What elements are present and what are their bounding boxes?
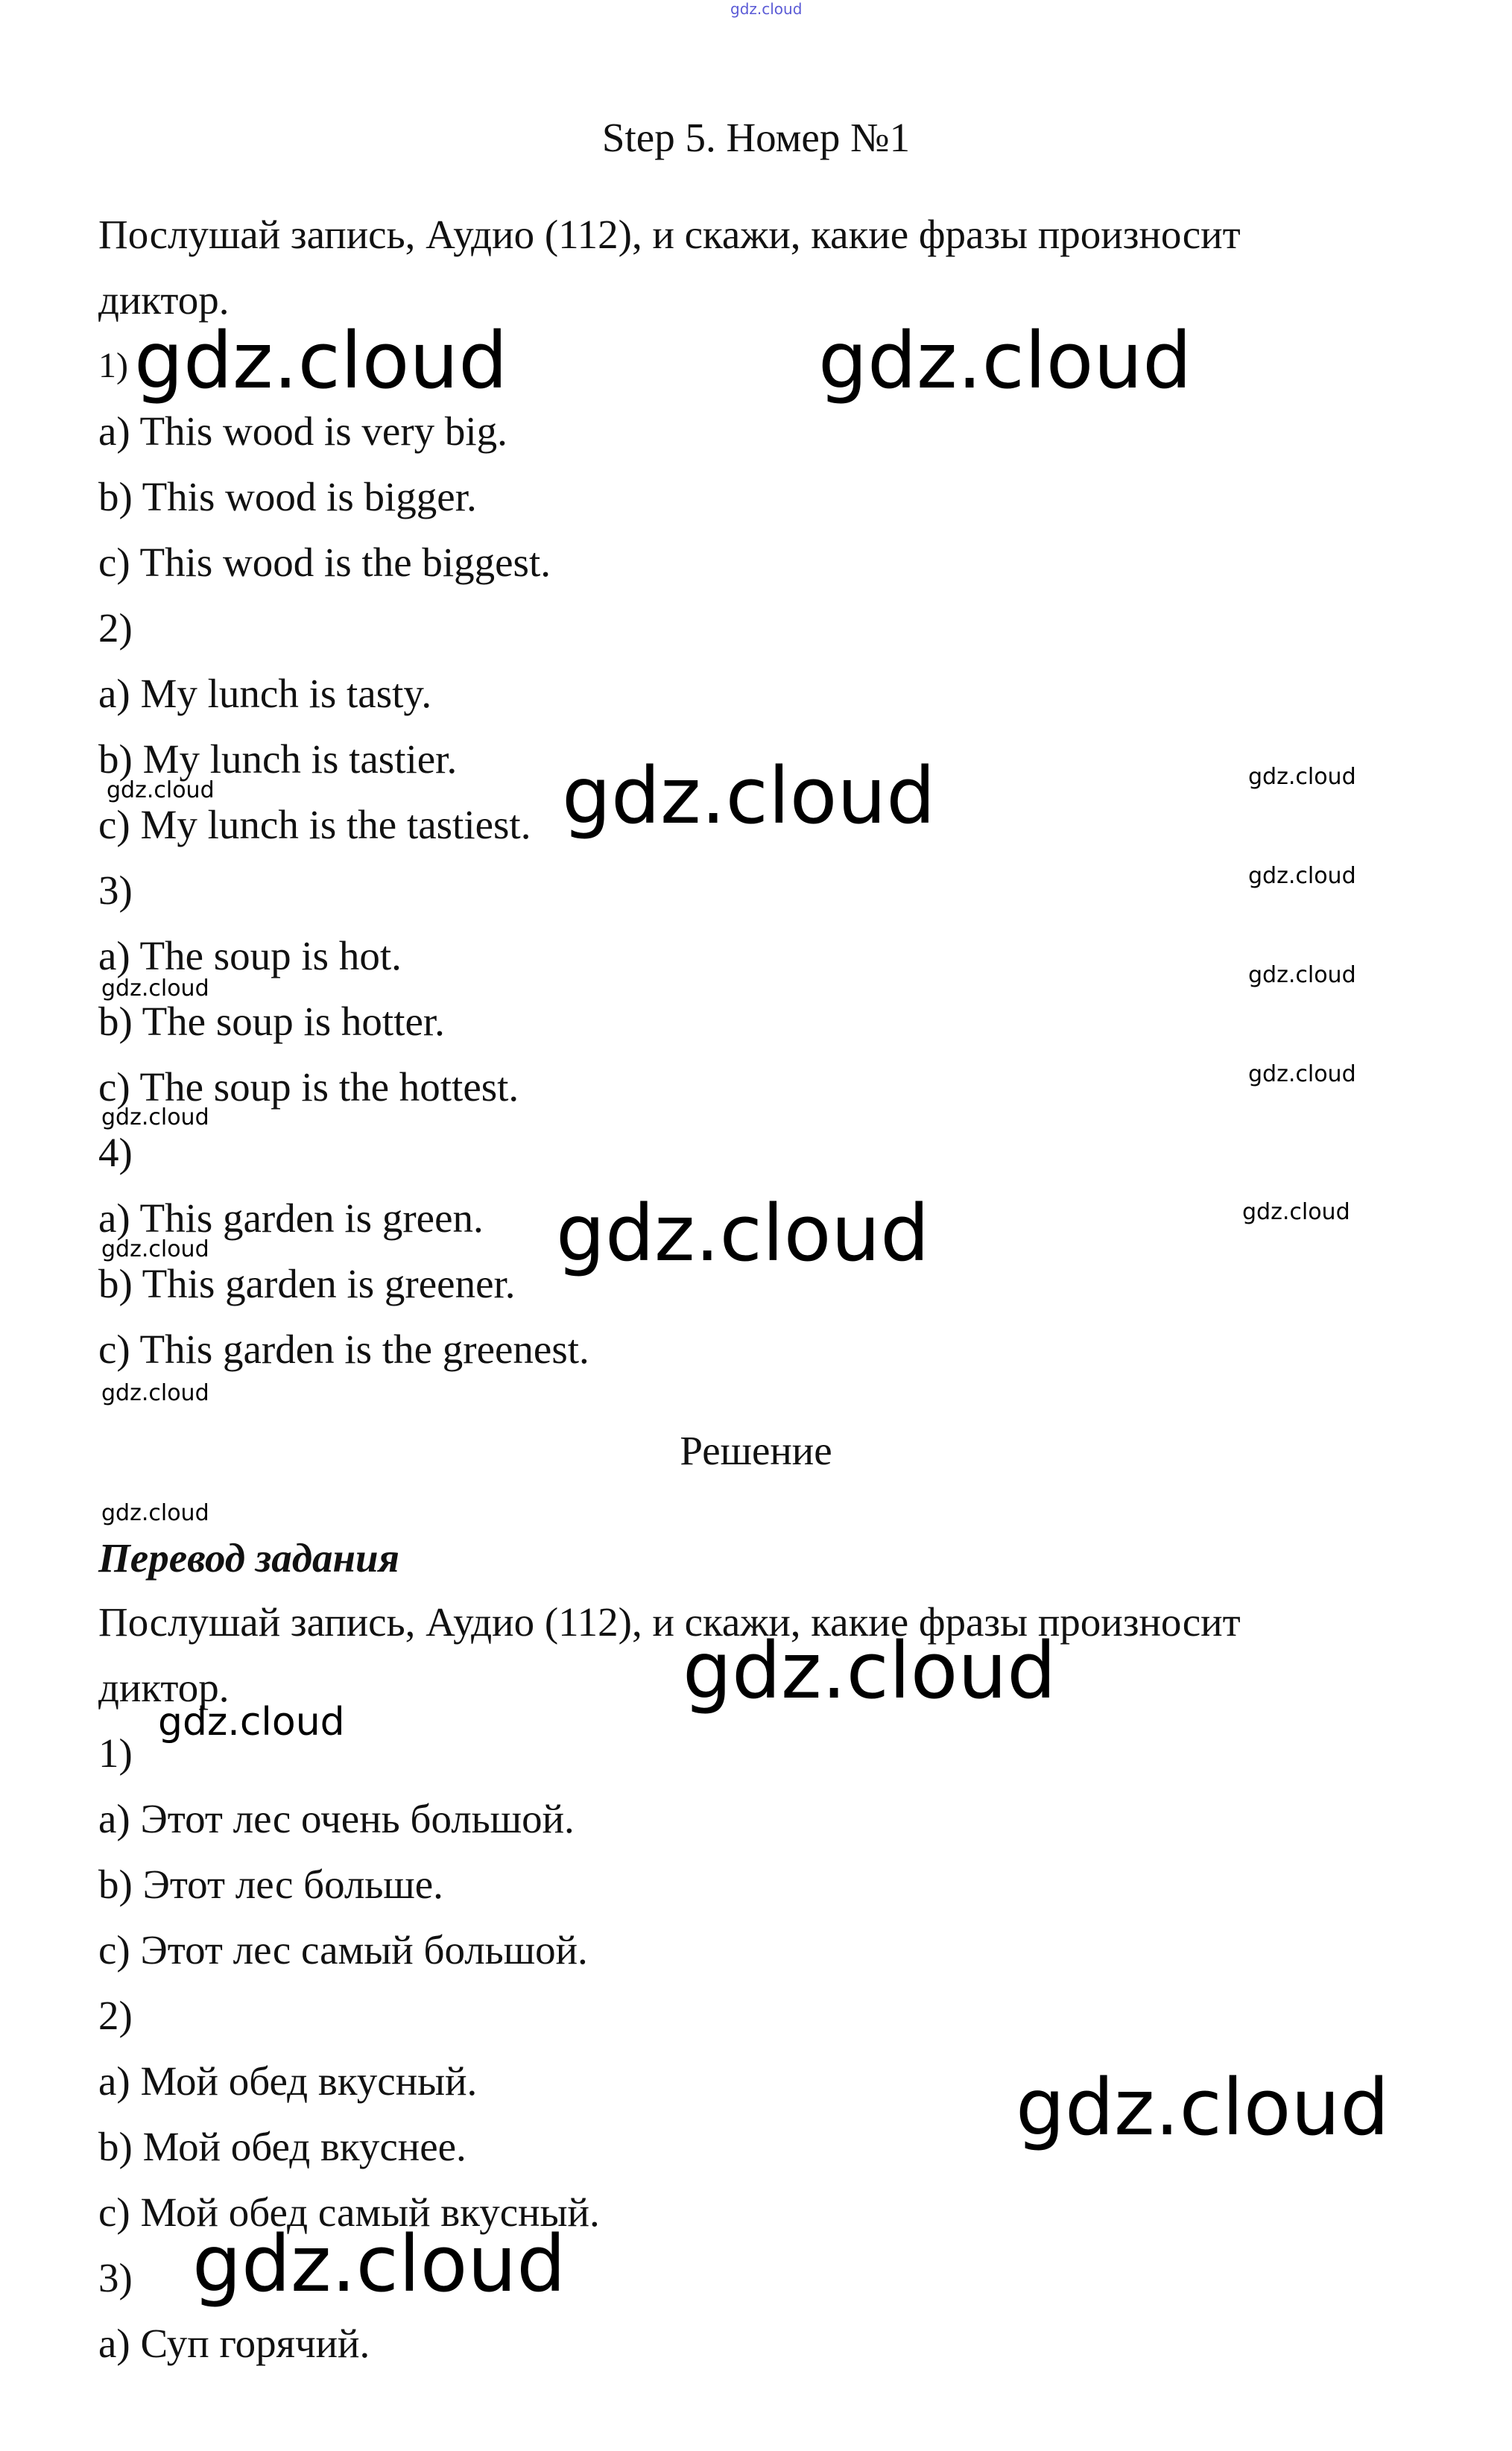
- option-a: a) Суп горячий.: [98, 2321, 370, 2366]
- item-number: 3): [98, 2255, 133, 2300]
- option-a: a) This wood is very big.: [98, 408, 507, 454]
- task-line-2: диктор.: [98, 277, 230, 323]
- option-b: b) This garden is greener.: [98, 1261, 516, 1306]
- watermark: gdz.cloud: [101, 1236, 209, 1262]
- option-b: b) This wood is bigger.: [98, 474, 477, 519]
- option-a: a) The soup is hot.: [98, 933, 402, 978]
- item-number: 3): [98, 867, 133, 913]
- option-a: a) Этот лес очень большой.: [98, 1796, 575, 1841]
- solution-heading: Решение: [680, 1428, 832, 1473]
- option-c: c) Мой обед самый вкусный.: [98, 2189, 600, 2235]
- option-b: b) Этот лес больше.: [98, 1862, 443, 1907]
- watermark: gdz.cloud: [562, 750, 936, 841]
- watermark: gdz.cloud: [1248, 962, 1356, 988]
- header-watermark: gdz.cloud: [730, 0, 803, 18]
- watermark: gdz.cloud: [1242, 1199, 1350, 1225]
- item-number: 4): [98, 1130, 133, 1175]
- watermark: gdz.cloud: [158, 1700, 345, 1745]
- watermark: gdz.cloud: [101, 1104, 209, 1130]
- watermark: gdz.cloud: [1248, 1061, 1356, 1087]
- task-line-1: Послушай запись, Аудио (112), и скажи, какие фразы произносит: [98, 212, 1241, 257]
- watermark: gdz.cloud: [107, 777, 215, 803]
- translation-heading: Перевод задания: [98, 1535, 399, 1581]
- option-b: b) My lunch is tastier.: [98, 736, 458, 782]
- translation-line-2: диктор.: [98, 1665, 230, 1710]
- watermark: gdz.cloud: [134, 315, 508, 406]
- page-title: Step 5. Номер №1: [601, 115, 911, 160]
- watermark: gdz.cloud: [1248, 764, 1356, 790]
- translation-line-1: Послушай запись, Аудио (112), и скажи, какие фразы произносит: [98, 1599, 1241, 1645]
- watermark: gdz.cloud: [818, 315, 1192, 406]
- watermark: gdz.cloud: [1248, 863, 1356, 889]
- item-number: 2): [98, 1993, 133, 2038]
- option-b: b) The soup is hotter.: [98, 999, 445, 1044]
- option-c: c) Этот лес самый большой.: [98, 1927, 588, 1973]
- watermark: gdz.cloud: [683, 1625, 1057, 1716]
- watermark: gdz.cloud: [192, 2218, 566, 2309]
- option-a: a) This garden is green.: [98, 1195, 484, 1241]
- watermark: gdz.cloud: [1016, 2062, 1390, 2153]
- watermark: gdz.cloud: [101, 975, 209, 1002]
- option-a: a) My lunch is tasty.: [98, 671, 432, 716]
- item-number: 2): [98, 605, 133, 651]
- option-a: a) Мой обед вкусный.: [98, 2058, 478, 2104]
- watermark: gdz.cloud: [101, 1380, 209, 1406]
- option-b: b) Мой обед вкуснее.: [98, 2124, 466, 2169]
- item-number: 1): [98, 346, 128, 385]
- watermark: gdz.cloud: [101, 1500, 209, 1526]
- item-number: 1): [98, 1730, 133, 1776]
- watermark: gdz.cloud: [556, 1188, 930, 1279]
- option-c: c) My lunch is the tastiest.: [98, 802, 531, 847]
- option-c: c) This wood is the biggest.: [98, 540, 551, 585]
- option-c: c) The soup is the hottest.: [98, 1064, 519, 1110]
- option-c: c) This garden is the greenest.: [98, 1326, 589, 1372]
